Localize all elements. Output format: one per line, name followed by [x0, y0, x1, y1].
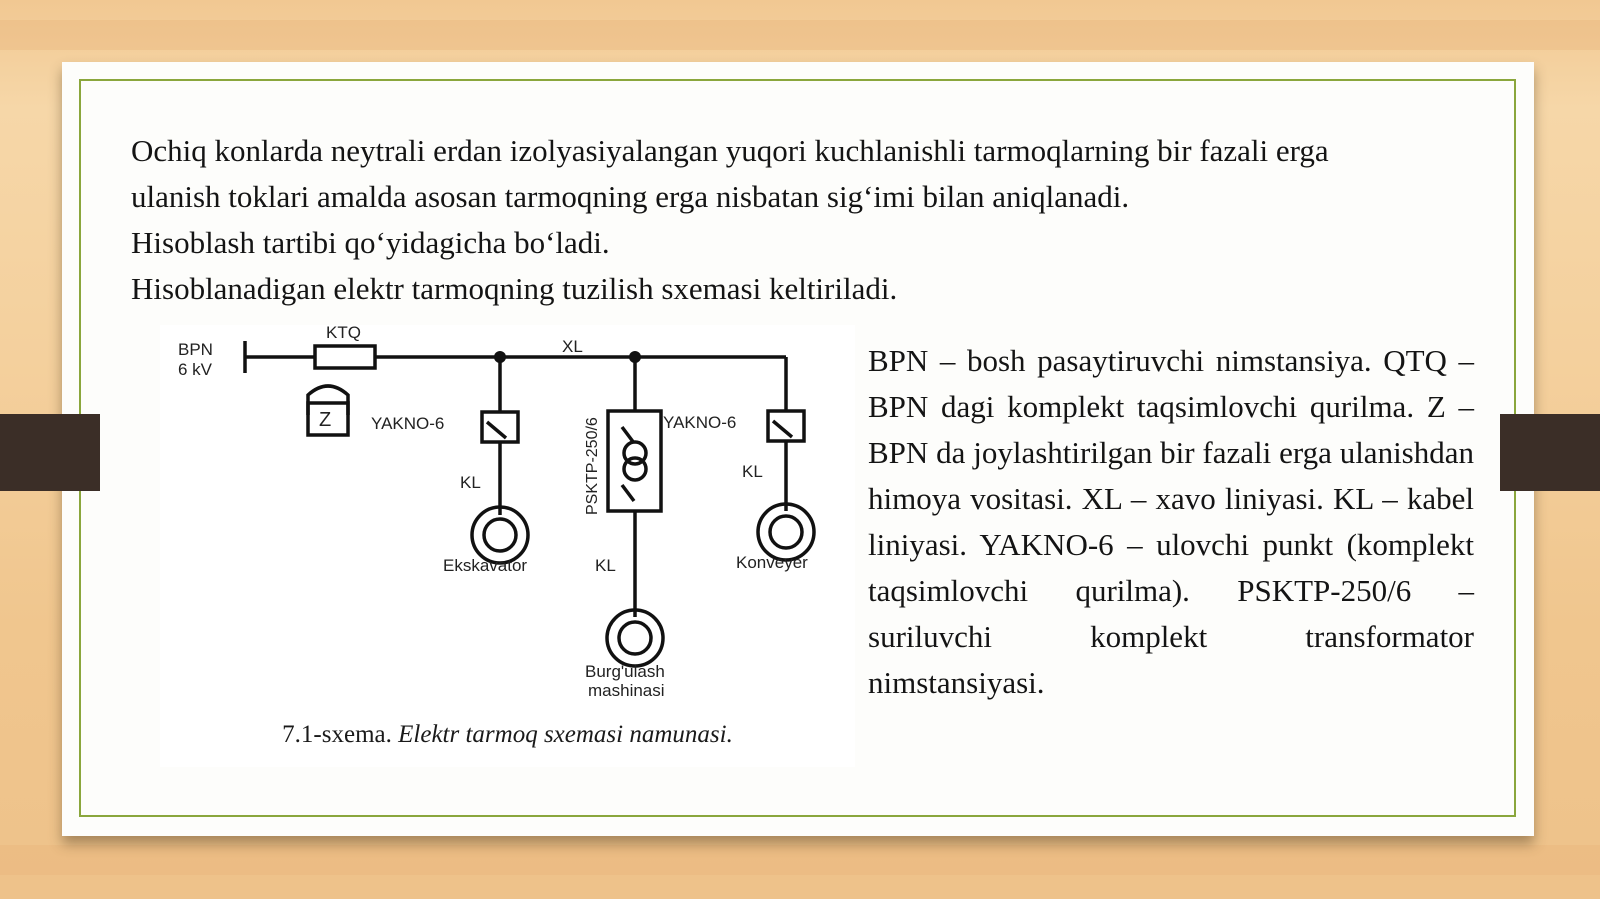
- intro-line: ulanish toklari amalda asosan tarmoqning erga nisbatan sig‘imi bilan aniqlanadi.: [131, 179, 1130, 214]
- intro-line: Hisoblash tartibi qo‘yidagicha bo‘ladi.: [131, 225, 610, 260]
- psktp-coil-bottom: [624, 458, 646, 480]
- psktp-switch-bottom: [622, 485, 634, 501]
- background-grain: [0, 845, 1600, 875]
- yakno-right-box: [768, 411, 804, 441]
- intro-line: Ochiq konlarda neytrali erdan izolyasiyalangan yuqori kuchlanishli tarmoqlarning bir fazali erga: [131, 133, 1329, 168]
- konveyer-label: Konveyer: [736, 553, 808, 572]
- ktq-label: KTQ: [326, 325, 361, 342]
- network-diagram: [160, 325, 855, 767]
- junction-left: [494, 351, 506, 363]
- network-diagram-svg: [160, 325, 855, 767]
- kl-left-label: KL: [460, 473, 481, 492]
- ktq-box: [315, 346, 375, 368]
- caption-title: Elektr tarmoq sxemasi namunasi.: [398, 721, 733, 748]
- bpn-label: BPN: [178, 340, 213, 359]
- ekskavator-label: Ekskavator: [443, 556, 528, 575]
- ekskavator-outer: [472, 507, 528, 563]
- yakno-left-label: YAKNO-6: [371, 414, 445, 433]
- background-grain: [0, 20, 1600, 50]
- kl-middle-label: KL: [595, 556, 616, 575]
- z-label: Z: [319, 409, 332, 431]
- yakno-left-box: [482, 412, 518, 442]
- kl-right-label: KL: [742, 462, 763, 481]
- konveyer-outer: [758, 504, 814, 560]
- intro-paragraph: [131, 128, 1461, 312]
- legend-text: BPN – bosh pasaytiruvchi nimstansiya. QTQ – BPN dagi komplekt taqsimlovchi qurilma. Z – BPN da joylashtirilgan bir fazali erga ulanishdan himoya vositasi. XL – xavo liniyasi. KL – kabel liniyasi. YAKNO-6 – ulovchi punkt (komplekt taqsimlovchi qurilma). PSKTP-250/6 – suriluvchi komplekt transformator nimstansiyasi.: [868, 343, 1474, 700]
- ekskavator-inner: [484, 519, 516, 551]
- xl-label: XL: [562, 337, 583, 356]
- yakno-left-switch: [487, 422, 506, 438]
- junction-middle: [629, 351, 641, 363]
- caption-prefix: 7.1-sxema.: [282, 721, 392, 748]
- burg-outer: [607, 610, 663, 666]
- burg-label-line2: mashinasi: [588, 681, 665, 700]
- voltage-label: 6 kV: [178, 360, 213, 379]
- konveyer-inner: [770, 516, 802, 548]
- burg-inner: [619, 622, 651, 654]
- psktp-label: PSKTP-250/6: [584, 417, 601, 515]
- left-binder-tab: [0, 414, 100, 491]
- right-binder-tab: [1500, 414, 1600, 491]
- psktp-box: [608, 411, 661, 511]
- diagram-caption: [160, 721, 855, 749]
- yakno-right-label: YAKNO-6: [663, 413, 737, 432]
- intro-line: Hisoblanadigan elektr tarmoqning tuzilish sxemasi keltiriladi.: [131, 271, 898, 306]
- yakno-right-switch: [773, 421, 792, 437]
- burg-label-line1: Burg'ulash: [585, 662, 665, 681]
